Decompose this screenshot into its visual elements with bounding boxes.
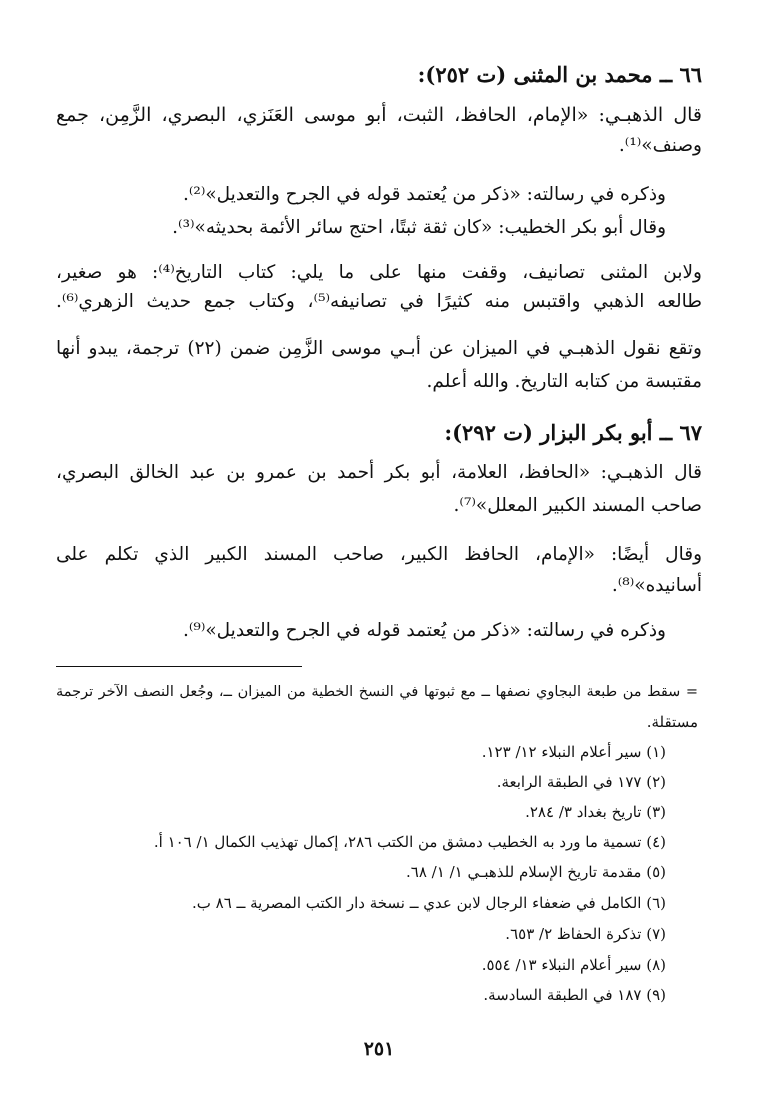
footnote-continuation: مستقلة. xyxy=(646,713,698,731)
paragraph-line: قال الذهبـي: «الحافظ، العلامة، أبو بكر أحمد بن عمرو بن عبد الخالق البصري، xyxy=(56,462,702,483)
footnote-item: (٦) الكامل في ضعفاء الرجال لابن عدي ــ نسخة دار الكتب المصرية ــ ٨٦ ب. xyxy=(191,894,666,912)
footnote-item: (٩) ١٨٧ في الطبقة السادسة. xyxy=(483,986,666,1004)
footnote-item: (٥) مقدمة تاريخ الإسلام للذهبـي ١/ ١/ ٦٨. xyxy=(406,863,666,881)
footnote-item: (٣) تاريخ بغداد ٣/ ٢٨٤. xyxy=(525,803,666,821)
footnote-continuation: = سقط من طبعة البجاوي نصفها ــ مع ثبوتها في النسخ الخطية من الميزان ــ، وجُعل النصف الآخر ترجمة xyxy=(56,684,698,700)
paragraph-line: طالعه الذهبي واقتبس منه كثيرًا في تصانيفه⁽⁵⁾، وكتاب جمع حديث الزهري⁽⁶⁾. xyxy=(56,291,702,312)
paragraph-line: ولابن المثنى تصانيف، وقفت منها على ما يلي: كتاب التاريخ⁽⁴⁾: هو صغير، xyxy=(56,262,702,283)
paragraph-line: وذكره في رسالته: «ذكر من يُعتمد قوله في الجرح والتعديل»⁽²⁾. xyxy=(182,184,666,205)
page-number: ٢٥١ xyxy=(363,1038,395,1060)
footnote-separator xyxy=(56,666,302,667)
paragraph-line: قال الذهبـي: «الإمام، الحافظ، الثبت، أبو موسى العَنَزي، البصري، الزَّمِن، جمع xyxy=(56,104,702,126)
paragraph-line: أسانيده»⁽⁸⁾. xyxy=(611,575,702,596)
footnote-item: (٧) تذكرة الحفاظ ٢/ ٦٥٣. xyxy=(505,925,666,943)
entry-heading: ٦٦ ــ محمد بن المثنى (ت ٢٥٢): xyxy=(417,62,702,87)
footnote-item: (٤) تسمية ما ورد به الخطيب دمشق من الكتب ٢٨٦، إكمال تهذيب الكمال ١/ ١٠٦ أ. xyxy=(153,833,666,851)
paragraph-line: وقال أيضًا: «الإمام، الحافظ الكبير، صاحب المسند الكبير الذي تكلم على xyxy=(56,544,702,565)
footnote-item: (٢) ١٧٧ في الطبقة الرابعة. xyxy=(496,773,666,791)
paragraph-line: مقتبسة من كتابه التاريخ. والله أعلم. xyxy=(426,371,702,392)
paragraph-line: وذكره في رسالته: «ذكر من يُعتمد قوله في الجرح والتعديل»⁽⁹⁾. xyxy=(182,620,666,641)
paragraph-line: صاحب المسند الكبير المعلل»⁽⁷⁾. xyxy=(453,495,702,516)
paragraph-line: وتقع نقول الذهبـي في الميزان عن أبـي موسى الزَّمِن ضمن (٢٢) ترجمة، يبدو أنها xyxy=(56,338,702,359)
paragraph-line: وصنف»⁽¹⁾. xyxy=(618,135,702,156)
footnote-item: (١) سير أعلام النبلاء ١٢/ ١٢٣. xyxy=(481,743,666,761)
footnote-item: (٨) سير أعلام النبلاء ١٣/ ٥٥٤. xyxy=(481,956,666,974)
entry-heading: ٦٧ ــ أبو بكر البزار (ت ٢٩٢): xyxy=(444,420,702,445)
paragraph-line: وقال أبو بكر الخطيب: «كان ثقة ثبتًا، احتج سائر الأئمة بحديثه»⁽³⁾. xyxy=(172,217,666,238)
